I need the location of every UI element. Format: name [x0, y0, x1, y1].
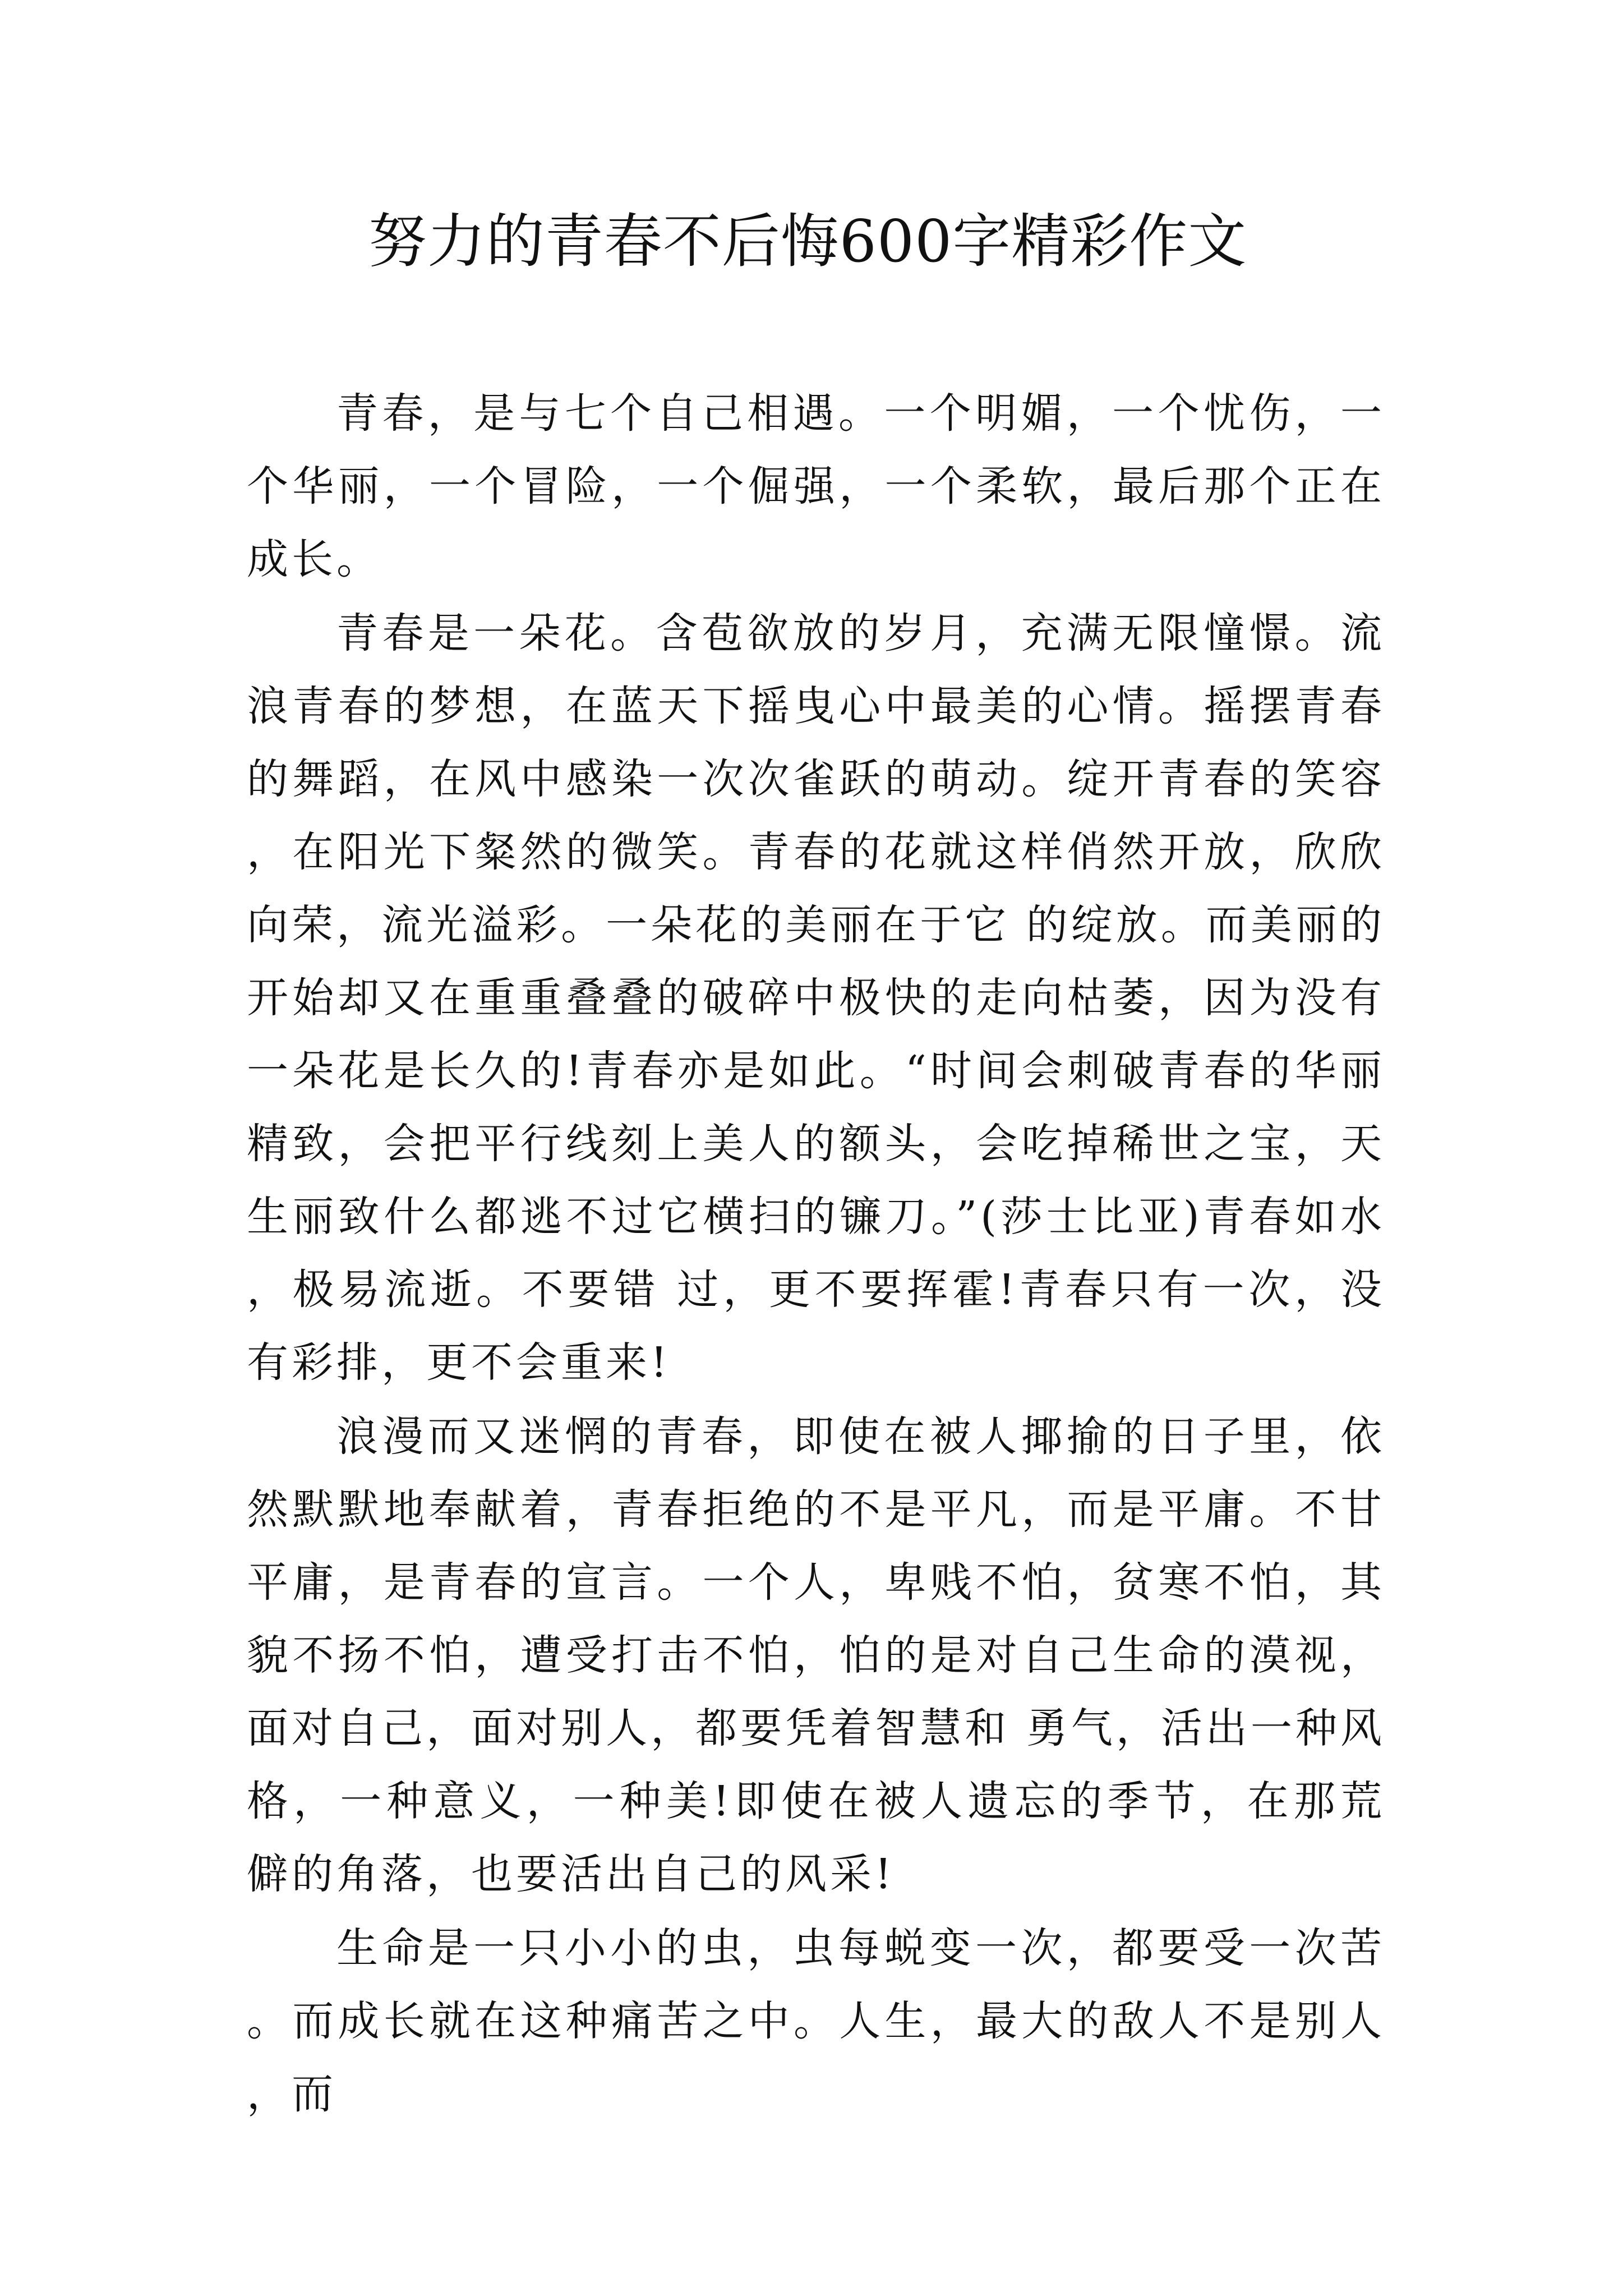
document-title: 努力的青春不后悔600字精彩作文 — [368, 207, 1247, 275]
paragraph-2: 青春是一朵花。含苞欲放的岁月，充满无限憧憬。流浪青春的梦想，在蓝天下摇曳心中最美的心情。摇摆青春的舞蹈，在风中感染一次次雀跃的萌动。绽开青春的笑容，在阳光下粲然的微笑。青春的花就这样俏然开放，欣欣向荣，流光溢彩。一朵花的美丽在于它 的绽放。而美丽的开始却又在重重叠叠的破碎中极快的走向枯萎，因为没有一朵花是长久的!青春亦是如此。“时间会刺破青春的华丽精致，会把平行线刻上美人的额头，会吃掉稀世之宝，天生丽致什么都逃不过它横扫的镰刀。”(莎士比亚)青春如水，极易流逝。不要错 过，更不要挥霍!青春只有一次，没有彩排，更不会重来! — [247, 609, 1385, 1387]
document-body — [247, 377, 1385, 2132]
paragraph-3: 浪漫而又迷惘的青春，即使在被人揶揄的日子里，依然默默地奉献着，青春拒绝的不是平凡，而是平庸。不甘平庸，是青春的宣言。一个人，卑贱不怕，贫寒不怕，其貌不扬不怕，遭受打击不怕，怕的是对自己生命的漠视，面对自己，面对别人，都要凭着智慧和 勇气，活出一种风格，一种意义，一种美!即使在被人遗忘的季节，在那荒僻的角落，也要活出自己的风采! — [247, 1412, 1385, 1898]
paragraph-1: 青春，是与七个自己相遇。一个明媚，一个忧伤，一个华丽，一个冒险，一个倔强，一个柔软，最后那个正在成长。 — [247, 389, 1385, 583]
paragraph-4: 生命是一只小小的虫，虫每蜕变一次，都要受一次苦。而成长就在这种痛苦之中。人生，最大的敌人不是别人，而 — [247, 1924, 1385, 2118]
